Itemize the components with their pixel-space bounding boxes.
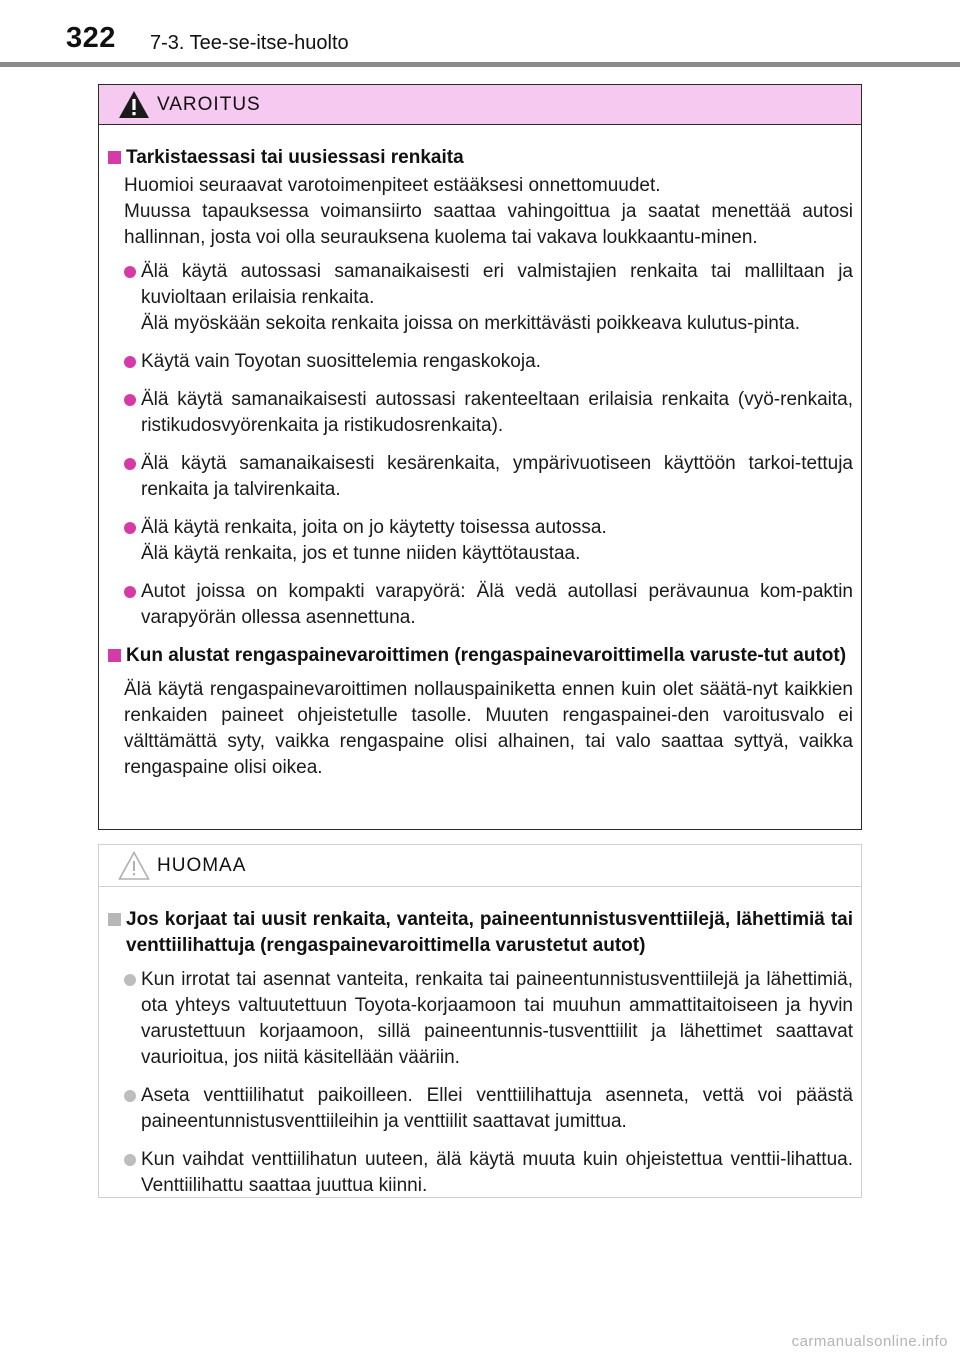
warning-bullet: Älä käytä autossasi samanaikaisesti eri valmistajien renkaita tai malliltaan ja kuvioltaan erilaisia renkaita. Älä myöskään sekoita renkaita joissa on merkittävästi poikkeava kulutus-pinta.	[107, 259, 853, 337]
bullet-dot-icon	[124, 586, 136, 598]
notice-box	[98, 844, 862, 1198]
section-marker-icon	[108, 913, 121, 926]
notice-bullet: Kun vaihdat venttiilihatun uuteen, älä käytä muuta kuin ohjeistettua venttii-lihattua. Venttiilihattu saattaa juuttua kiinni.	[107, 1147, 853, 1199]
caution-triangle-icon	[117, 850, 151, 881]
bullet-dot-icon	[124, 394, 136, 406]
warning-box	[98, 84, 862, 830]
warning-triangle-icon	[117, 89, 151, 120]
warning-section-heading: Kun alustat rengaspainevaroittimen (rengaspainevaroittimella varuste-tut autot)	[107, 643, 853, 669]
warning-box-header	[99, 85, 861, 125]
notice-bullet: Aseta venttiilihatut paikoilleen. Ellei venttiilihattuja asenneta, vettä voi päästä paineentunnistusventtiileihin ja venttiilit saattavat jumittua.	[107, 1083, 853, 1135]
warning-bullet: Älä käytä samanaikaisesti autossasi rakenteeltaan erilaisia renkaita (vyö-renkaita, ristikudosvyörenkaita ja ristikudosrenkaita).	[107, 387, 853, 439]
notice-box-body	[99, 887, 861, 1199]
bullet-dot-icon	[124, 974, 136, 986]
notice-box-header	[99, 845, 861, 887]
warning-box-body	[99, 125, 861, 781]
warning-paragraph: Älä käytä rengaspainevaroittimen nollauspainiketta ennen kuin olet säätä-nyt kaikkien renkaiden paineet ohjeistetulle tasolle. Muuten rengaspainei-den varoitusvalo ei välttämättä syty, vaikka rengaspaine olisi alhainen, tai valo saattaa syttyä, vaikka rengaspaine olisi oikea.	[124, 679, 853, 778]
warning-bullet: Käytä vain Toyotan suosittelemia rengaskokoja.	[107, 349, 853, 375]
notice-label: HUOMAA	[157, 855, 247, 876]
section-marker-icon	[108, 151, 121, 164]
page-header	[0, 0, 960, 70]
warning-section-heading: Tarkistaessasi tai uusiessasi renkaita	[107, 145, 853, 171]
warning-bullet: Älä käytä samanaikaisesti kesärenkaita, ympärivuotiseen käyttöön tarkoi-tettuja renkaita ja talvirenkaita.	[107, 451, 853, 503]
warning-paragraph: Huomioi seuraavat varotoimenpiteet estääksesi onnettomuudet. Muussa tapauksessa voimansiirto saattaa vahingoittua ja saatat menettää autosi hallinnan, josta voi olla seurauksena kuolema tai vakava loukkaantu-minen.	[124, 175, 853, 248]
section-title: 7-3. Tee-se-itse-huolto	[150, 32, 349, 54]
watermark: carmanualsonline.info	[791, 1333, 948, 1350]
header-rule	[0, 62, 960, 67]
notice-section-heading: Jos korjaat tai uusit renkaita, vanteita, paineentunnistusventtiilejä, lähettimiä tai venttiilihattuja (rengaspainevaroittimella varustetut autot)	[107, 907, 853, 959]
section-marker-icon	[108, 649, 121, 662]
bullet-dot-icon	[124, 1090, 136, 1102]
page-number: 322	[66, 22, 116, 54]
bullet-dot-icon	[124, 458, 136, 470]
bullet-dot-icon	[124, 266, 136, 278]
notice-bullet: Kun irrotat tai asennat vanteita, renkaita tai paineentunnistusventtiilejä ja lähettimiä, ota yhteys valtuutettuun Toyota-korjaamoon tai muuhun ammattitaitoiseen ja hyvin varustettuun korjaamoon, sillä paineentunnis-tusventtiilit ja lähettimet saattavat vaurioitua, jos niitä käsitellään vääriin.	[107, 967, 853, 1071]
warning-bullet: Autot joissa on kompakti varapyörä: Älä vedä autollasi perävaunua kom-paktin varapyörän ollessa asennettuna.	[107, 579, 853, 631]
warning-label: VAROITUS	[157, 94, 261, 115]
bullet-dot-icon	[124, 356, 136, 368]
bullet-dot-icon	[124, 1154, 136, 1166]
warning-bullet: Älä käytä renkaita, joita on jo käytetty toisessa autossa. Älä käytä renkaita, jos et tunne niiden käyttötaustaa.	[107, 515, 853, 567]
bullet-dot-icon	[124, 522, 136, 534]
